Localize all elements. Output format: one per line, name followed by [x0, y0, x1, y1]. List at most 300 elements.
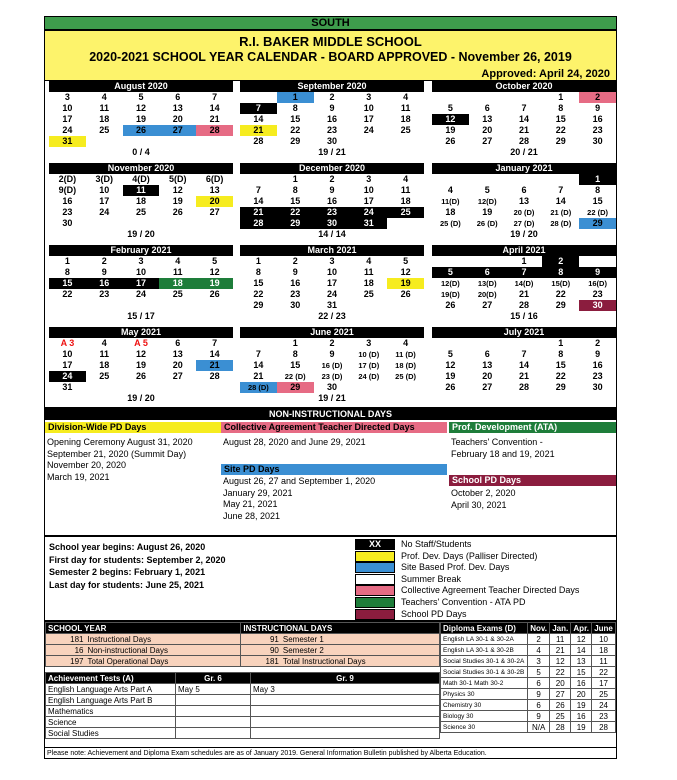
day-cell: [469, 174, 506, 185]
day-cell: 5: [138, 92, 144, 102]
month-august-2020: [49, 81, 233, 158]
achievement-cell: [176, 706, 251, 717]
month-days: [240, 92, 424, 147]
day-cell: 21: [518, 125, 529, 135]
day-cell: 9: [595, 103, 601, 113]
day-cell: 13: [518, 196, 529, 206]
day-cell: [432, 256, 469, 267]
day-cell: 6: [484, 349, 490, 359]
day-cell: 6: [469, 267, 506, 278]
day-cell: [159, 382, 196, 393]
legend-label: Collective Agreement Teacher Directed Days: [401, 585, 580, 596]
day-cell: [196, 136, 233, 147]
day-cell: [196, 218, 233, 229]
day-cell: 21: [518, 371, 529, 381]
day-cell: 27: [172, 371, 183, 381]
legend-swatch: [355, 551, 395, 562]
calendar-title: 2020-2021 SCHOOL YEAR CALENDAR - BOARD APPROVED - November 26, 2019: [89, 50, 572, 64]
day-cell: 12(D): [441, 279, 460, 288]
achievement-header: Gr. 6: [176, 673, 251, 684]
school-year-label: Total Operational Days: [86, 656, 241, 667]
day-cell: 4: [403, 174, 409, 184]
month-april-2021: [432, 245, 616, 322]
school-name: R.I. BAKER MIDDLE SCHOOL: [239, 34, 422, 49]
division-pd-list: [47, 437, 221, 483]
month-december-2020: [240, 163, 424, 240]
day-cell: 26: [209, 289, 220, 299]
day-cell: 6: [175, 338, 181, 348]
day-cell: 16: [86, 278, 123, 289]
day-cell: 21: [253, 371, 264, 381]
day-cell: 25: [387, 207, 424, 218]
day-cell: 11: [364, 267, 374, 277]
school-year-label: Instructional Days: [86, 634, 241, 645]
day-cell: 17: [62, 114, 73, 124]
day-cell: 8: [292, 349, 298, 359]
day-cell: 2: [329, 338, 335, 348]
diploma-cell: 26: [550, 700, 571, 711]
day-cell: 29: [555, 382, 566, 392]
day-cell: 2: [579, 92, 616, 103]
day-cell: 16: [326, 196, 337, 206]
list-item: January 29, 2021: [223, 487, 293, 498]
day-cell: 30: [326, 136, 337, 146]
day-cell: 10: [99, 185, 110, 195]
day-cell: 8: [542, 267, 579, 278]
day-cell: 7: [506, 267, 543, 278]
legend-swatch: [355, 562, 395, 573]
day-cell: 19: [135, 114, 146, 124]
day-cell: [123, 218, 160, 229]
day-cell: 24: [135, 289, 146, 299]
list-item: November 20, 2020: [47, 460, 127, 470]
day-cell: 12: [209, 267, 220, 277]
day-cell: [506, 92, 543, 103]
diploma-cell: 20: [550, 678, 571, 689]
day-cell: 16: [592, 360, 603, 370]
day-cell: 19: [135, 360, 146, 370]
school-year-value: 16: [46, 645, 86, 656]
day-cell: 28 (D): [550, 219, 572, 228]
day-cell: 30: [62, 218, 73, 228]
day-cell: 10: [363, 103, 374, 113]
achievement-cell: May 5: [176, 684, 251, 695]
day-cell: 22 (D): [587, 208, 608, 217]
diploma-cell: 22: [550, 667, 571, 678]
diploma-cell: 27: [550, 689, 571, 700]
day-cell: 16 (D): [321, 361, 343, 370]
diploma-cell: 25: [592, 689, 616, 700]
day-cell: 27: [159, 125, 196, 136]
diploma-cell: 12: [550, 656, 571, 667]
day-cell: 24: [62, 125, 73, 135]
day-cell: 11: [123, 185, 160, 196]
day-cell: 1: [579, 174, 616, 185]
day-cell: 30: [579, 300, 616, 311]
day-cell: 16: [290, 278, 301, 288]
month-title: November 2020: [49, 163, 233, 174]
calendar-header: [44, 30, 617, 81]
day-cell: 17: [363, 196, 374, 206]
day-cell: 15: [555, 360, 566, 370]
day-cell: 19: [445, 371, 456, 381]
day-cell: 24: [99, 207, 110, 217]
day-cell: 9: [595, 349, 601, 359]
day-cell: 9: [329, 103, 335, 113]
day-cell: 5: [432, 267, 469, 278]
list-item: February 18 and 19, 2021: [451, 448, 555, 459]
day-cell: [196, 382, 233, 393]
achievement-cell: [176, 728, 251, 739]
diploma-cell: English LA 30-1 & 30-2A: [441, 634, 528, 645]
month-october-2020: [432, 81, 616, 158]
diploma-header: Jan.: [550, 623, 571, 634]
day-cell: 13(D): [477, 279, 497, 288]
day-cell: 28: [518, 136, 529, 146]
day-cell: 25: [400, 125, 411, 135]
achievement-cell: English Language Arts Part A: [46, 684, 176, 695]
day-cell: [469, 92, 506, 103]
school-year-label: Semester 2: [281, 645, 440, 656]
list-item: May 21, 2021: [223, 499, 278, 509]
day-cell: 25: [99, 371, 110, 381]
achievement-cell: [176, 695, 251, 706]
day-cell: 5: [447, 103, 453, 113]
month-july-2021: [432, 327, 616, 404]
day-cell: 11: [99, 349, 109, 359]
day-cell: 1: [64, 256, 70, 266]
diploma-cell: 9: [528, 689, 550, 700]
day-cell: 18: [400, 196, 411, 206]
day-cell: [86, 300, 123, 311]
day-cell: 22 (D): [284, 372, 306, 381]
day-cell: 25 (D): [439, 219, 461, 228]
day-cell: 26: [172, 207, 183, 217]
day-cell: 11 (D): [395, 350, 416, 359]
diploma-header: June: [592, 623, 616, 634]
day-cell: 28: [518, 300, 529, 310]
achievement-cell: [251, 717, 440, 728]
day-cell: 3: [138, 256, 144, 266]
day-cell: 14: [253, 360, 264, 370]
day-cell: [196, 300, 233, 311]
list-item: October 2, 2020: [451, 488, 516, 498]
month-title: February 2021: [49, 245, 233, 256]
day-cell: 19: [482, 207, 493, 217]
school-pd-header: School PD Days: [449, 475, 616, 486]
day-cell: [387, 300, 424, 311]
month-title: July 2021: [432, 327, 616, 338]
day-cell: 17: [326, 278, 337, 288]
footnote: Please note: Achievement and Diploma Exam schedules are as of January 2019. General Information Bulletin published by Alberta Education.: [44, 747, 617, 759]
day-cell: 23: [326, 125, 337, 135]
month-day-count: 20 / 21: [510, 147, 538, 157]
day-cell: [432, 92, 469, 103]
day-cell: 9: [292, 267, 298, 277]
list-item: August 26, 27 and September 1, 2020: [223, 476, 376, 486]
day-cell: [123, 300, 160, 311]
achievement-cell: English Language Arts Part B: [46, 695, 176, 706]
day-cell: 14: [555, 196, 566, 206]
non-instructional-title: NON-INSTRUCTIONAL DAYS: [45, 409, 616, 420]
school-year-label: Total Instructional Days: [281, 656, 440, 667]
day-cell: [387, 218, 424, 229]
list-item: Opening Ceremony August 31, 2020: [47, 437, 193, 447]
day-cell: 2: [329, 174, 335, 184]
school-year-value: 91: [241, 634, 281, 645]
month-title: December 2020: [240, 163, 424, 174]
day-cell: 2: [329, 92, 335, 102]
diploma-cell: 6: [528, 700, 550, 711]
month-days: [432, 92, 616, 147]
day-cell: [240, 338, 277, 349]
day-cell: 29: [579, 218, 616, 229]
diploma-cell: English LA 30-1 & 30-2B: [441, 645, 528, 656]
day-cell: 25: [99, 125, 110, 135]
month-may-2021: [49, 327, 233, 404]
day-cell: 27: [482, 300, 493, 310]
day-cell: 14: [253, 114, 264, 124]
diploma-cell: 2: [528, 634, 550, 645]
day-cell: 22: [555, 371, 566, 381]
month-january-2021: [432, 163, 616, 240]
diploma-cell: 14: [571, 645, 592, 656]
legend-label: No Staff/Students: [401, 539, 472, 549]
diploma-cell: 20: [571, 689, 592, 700]
day-cell: 29: [277, 218, 314, 229]
day-cell: 10: [326, 267, 337, 277]
day-cell: 26: [445, 136, 456, 146]
day-cell: 13: [172, 349, 183, 359]
day-cell: 2(D): [58, 174, 77, 184]
day-cell: 24: [363, 125, 374, 135]
site-pd-header: Site PD Days: [221, 464, 447, 475]
day-cell: [350, 382, 387, 393]
day-cell: 22: [62, 289, 73, 299]
day-cell: 12: [172, 185, 183, 195]
school-year-table: [45, 622, 440, 667]
day-cell: 26 (D): [476, 219, 498, 228]
day-cell: [86, 136, 123, 147]
collective-agreement-header: Collective Agreement Teacher Directed Days: [221, 422, 447, 433]
day-cell: 18: [363, 278, 374, 288]
day-cell: 8: [595, 185, 601, 195]
month-june-2021: [240, 327, 424, 404]
achievement-cell: Mathematics: [46, 706, 176, 717]
day-cell: 1: [292, 174, 298, 184]
day-cell: 3: [64, 92, 70, 102]
diploma-cell: 11: [550, 634, 571, 645]
day-cell: [123, 382, 160, 393]
day-cell: 7: [558, 185, 564, 195]
day-cell: 15: [49, 278, 86, 289]
day-cell: 31: [326, 300, 337, 310]
day-cell: 13: [482, 360, 493, 370]
day-cell: 17 (D): [358, 361, 380, 370]
day-cell: 4: [366, 256, 372, 266]
day-cell: 20: [172, 114, 183, 124]
day-cell: 3: [329, 256, 335, 266]
achievement-tests-table: [45, 672, 440, 739]
approved-date: Approved: April 24, 2020: [481, 68, 610, 80]
day-cell: 23: [62, 207, 73, 217]
day-cell: 1: [558, 92, 564, 102]
day-cell: [469, 338, 506, 349]
day-cell: 21: [209, 114, 220, 124]
diploma-cell: Chemistry 30: [441, 700, 528, 711]
day-cell: 5: [447, 349, 453, 359]
list-item: April 30, 2021: [451, 499, 507, 510]
diploma-cell: 23: [592, 711, 616, 722]
list-item: March 19, 2021: [47, 471, 110, 482]
diploma-cell: Social Studies 30-1 & 30-2A: [441, 656, 528, 667]
day-cell: 9: [101, 267, 107, 277]
non-instructional-days-panel: [44, 408, 617, 536]
day-cell: 8: [558, 349, 564, 359]
day-cell: 25: [363, 289, 374, 299]
day-cell: 4: [175, 256, 181, 266]
month-days: [432, 256, 616, 311]
day-cell: 9: [329, 349, 335, 359]
day-cell: 2: [101, 256, 107, 266]
day-cell: 16: [62, 196, 73, 206]
day-cell: 17: [363, 114, 374, 124]
legend-swatch: XX: [355, 539, 395, 550]
day-cell: 23: [592, 125, 603, 135]
school-year-label: Non-instructional Days: [86, 645, 241, 656]
diploma-cell: 18: [592, 645, 616, 656]
day-cell: 18: [159, 278, 196, 289]
day-cell: 4: [403, 338, 409, 348]
month-february-2021: [49, 245, 233, 322]
day-cell: 29: [277, 382, 314, 393]
day-cell: 1: [521, 256, 527, 266]
day-cell: 29: [555, 136, 566, 146]
day-cell: [240, 92, 277, 103]
achievement-cell: Science: [46, 717, 176, 728]
month-day-count: 14 / 14: [318, 229, 346, 239]
diploma-cell: 21: [550, 645, 571, 656]
achievement-header: Gr. 9: [251, 673, 440, 684]
diploma-cell: 24: [592, 700, 616, 711]
day-cell: 7: [255, 349, 261, 359]
day-cell: 11: [400, 185, 411, 195]
day-cell: 21: [518, 289, 529, 299]
diploma-cell: 28: [550, 722, 571, 733]
day-cell: 15: [253, 278, 264, 288]
day-cell: 10: [135, 267, 146, 277]
diploma-exams-table: [440, 622, 616, 733]
day-cell: 8: [255, 267, 261, 277]
day-cell: 15: [290, 196, 301, 206]
month-days: [432, 338, 616, 393]
day-cell: [159, 136, 196, 147]
day-cell: 8: [292, 103, 298, 113]
list-item: June 28, 2021: [223, 510, 281, 521]
day-cell: 5: [484, 185, 490, 195]
diploma-header: Apr.: [571, 623, 592, 634]
legend-label: Site Based Prof. Dev. Days: [401, 562, 510, 573]
day-cell: 12: [445, 360, 456, 370]
achievement-cell: [251, 728, 440, 739]
day-cell: 7: [521, 349, 527, 359]
diploma-cell: Math 30-1 Math 30-2: [441, 678, 528, 689]
day-cell: 4: [101, 92, 107, 102]
day-cell: 12: [400, 267, 411, 277]
month-title: June 2021: [240, 327, 424, 338]
month-calendar-grid: [44, 81, 617, 408]
diploma-cell: Social Studies 30-1 & 30-2B: [441, 667, 528, 678]
day-cell: 5: [212, 256, 218, 266]
day-cell: 24: [326, 289, 337, 299]
day-cell: 17: [99, 196, 110, 206]
day-cell: [432, 174, 469, 185]
day-cell: 1: [292, 338, 298, 348]
school-year-header: SCHOOL YEAR: [46, 623, 241, 634]
day-cell: 8: [558, 103, 564, 113]
month-day-count: [432, 393, 616, 404]
diploma-cell: 19: [571, 700, 592, 711]
day-cell: 30: [314, 218, 351, 229]
legend-label: Summer Break: [401, 573, 462, 584]
day-cell: 21: [240, 207, 277, 218]
day-cell: 14: [209, 103, 220, 113]
day-cell: 4: [101, 338, 107, 348]
day-cell: 29: [253, 300, 264, 310]
day-cell: 28: [253, 136, 264, 146]
day-cell: 27: [482, 136, 493, 146]
day-cell: 30: [592, 382, 603, 392]
school-year-value: 181: [46, 634, 86, 645]
diploma-cell: 11: [592, 656, 616, 667]
day-cell: 22: [290, 125, 301, 135]
month-day-count: 22 / 23: [318, 311, 346, 321]
key-date: School year begins: August 26, 2020: [49, 542, 206, 552]
month-days: [49, 338, 233, 393]
day-cell: [350, 300, 387, 311]
day-cell: 13: [172, 103, 183, 113]
day-cell: 18: [135, 196, 146, 206]
day-cell: 2: [542, 256, 579, 267]
school-year-value: 181: [241, 656, 281, 667]
diploma-cell: 12: [571, 634, 592, 645]
diploma-cell: 15: [571, 667, 592, 678]
day-cell: [86, 218, 123, 229]
diploma-cell: Physics 30: [441, 689, 528, 700]
diploma-cell: 3: [528, 656, 550, 667]
day-cell: 20 (D): [513, 208, 535, 217]
day-cell: 12: [135, 349, 146, 359]
day-cell: 3(D): [95, 174, 113, 184]
month-days: [240, 256, 424, 311]
day-cell: 18: [445, 207, 456, 217]
day-cell: [350, 136, 387, 147]
day-cell: 20: [482, 125, 493, 135]
achievement-cell: May 3: [251, 684, 440, 695]
diploma-cell: 28: [592, 722, 616, 733]
day-cell: 3: [366, 338, 372, 348]
day-cell: 31: [62, 382, 73, 392]
diploma-cell: 19: [571, 722, 592, 733]
legend-label: Prof. Dev. Days (Palliser Directed): [401, 550, 538, 561]
summary-tables: [44, 621, 617, 759]
day-cell: 13: [482, 114, 493, 124]
day-cell: 25: [135, 207, 146, 217]
month-march-2021: [240, 245, 424, 322]
day-cell: 14: [518, 360, 529, 370]
division-pd-header: Division-Wide PD Days: [45, 422, 221, 433]
diploma-header: Diploma Exams (D): [441, 623, 528, 634]
